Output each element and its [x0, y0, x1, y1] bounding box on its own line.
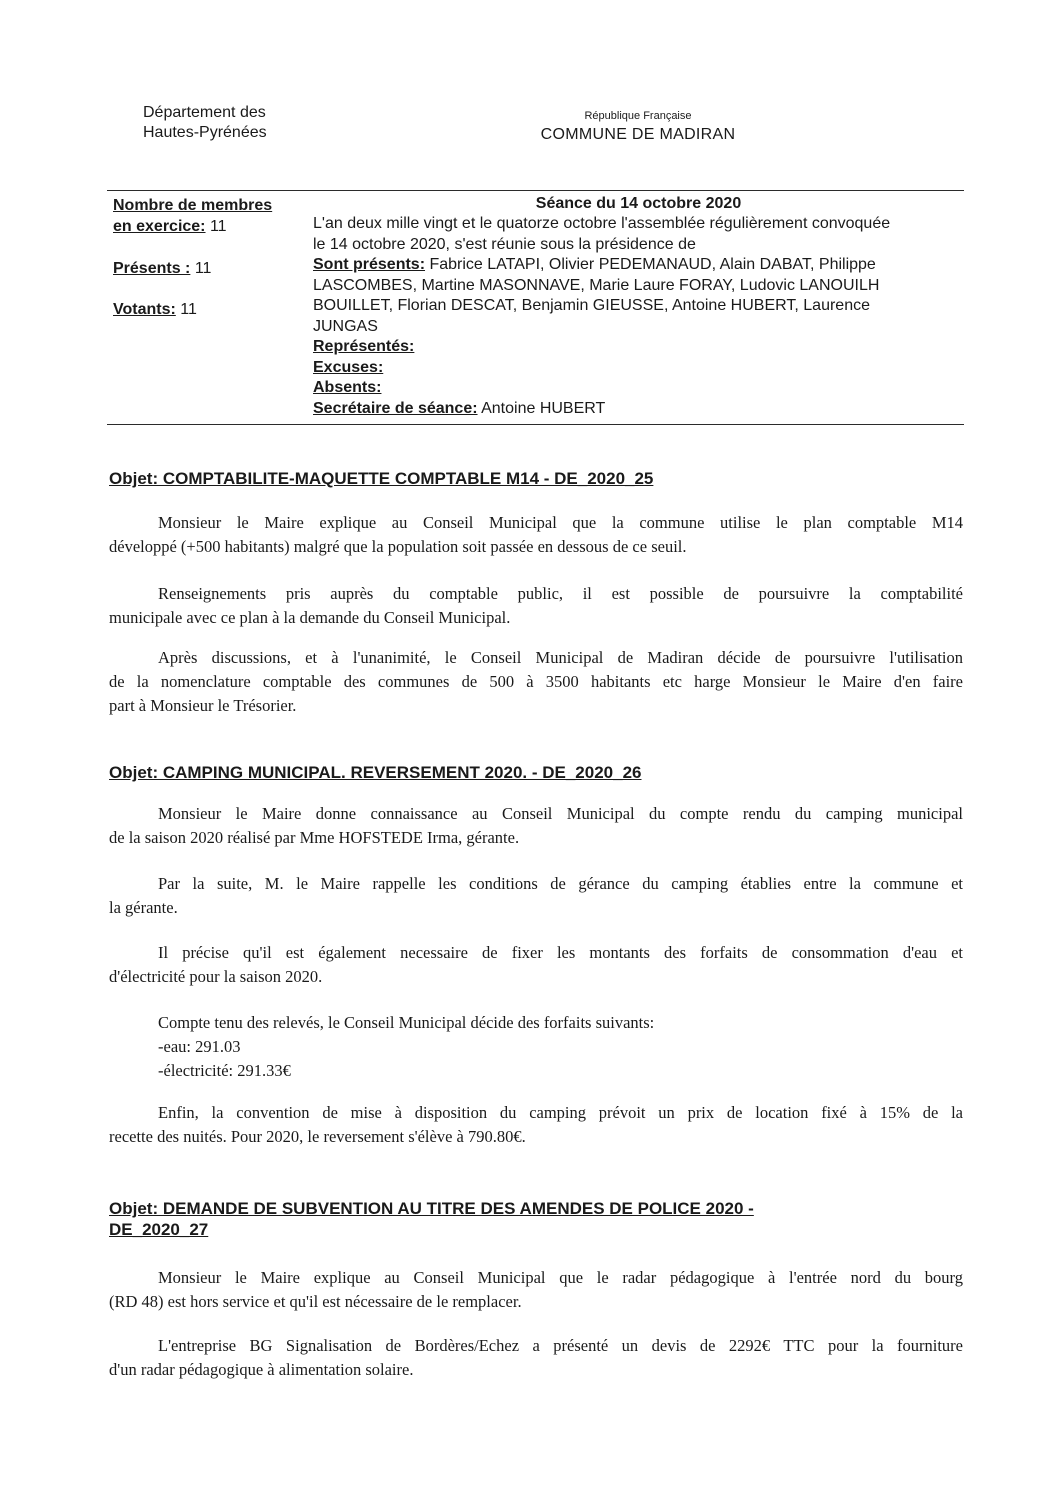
section2-p3-line2: d'électricité pour la saison 2020. — [109, 967, 323, 986]
presents-value: 11 — [190, 260, 212, 277]
intro-line-2: le 14 octobre 2020, s'est réunie sous la présidence de — [313, 235, 696, 253]
section2-paragraph-3 — [109, 941, 963, 989]
section2-p4-line3: -électricité: 291.33€ — [158, 1061, 291, 1080]
members-value: 11 — [205, 218, 227, 235]
section2-p4-line2: -eau: 291.03 — [158, 1037, 241, 1056]
section1-p2-line1: Renseignements pris auprès du comptable public, il est possible de poursuivre la comptabilité — [158, 584, 963, 603]
section2-p2-line2: la gérante. — [109, 898, 178, 917]
section2-p1-line2: de la saison 2020 réalisé par Mme HOFSTEDE Irma, gérante. — [109, 828, 520, 847]
section1-p1-line2: développé (+500 habitants) malgré que la population soit passée en dessous de ce seuil. — [109, 537, 687, 556]
members-label — [113, 195, 272, 237]
section3-paragraph-1 — [109, 1266, 963, 1314]
section2-paragraph-2 — [109, 872, 963, 920]
section3-paragraph-2 — [109, 1334, 963, 1382]
top-rule — [107, 190, 964, 191]
section2-paragraph-1 — [109, 802, 963, 850]
section1-title: Objet: COMPTABILITE-MAQUETTE COMPTABLE M14 - DE_2020_25 — [109, 469, 654, 488]
session-details — [313, 214, 964, 419]
presents-heading: Sont présents: — [313, 256, 426, 273]
section2-p3-line1: Il précise qu'il est également necessaire de fixer les montants des forfaits de consommation d'eau et — [158, 943, 963, 962]
members-label-line1: Nombre de membres — [113, 197, 273, 214]
presents-line-2: LASCOMBES, Martine MASONNAVE, Marie Laure FORAY, Ludovic LANOUILH — [313, 276, 880, 294]
department-line-1: Département des — [143, 104, 266, 121]
commune-name: COMMUNE DE MADIRAN — [540, 126, 736, 143]
section1-p3-line3: part à Monsieur le Trésorier. — [109, 696, 297, 715]
secretary-value: Antoine HUBERT — [477, 399, 606, 417]
seance-title: Séance du 14 octobre 2020 — [535, 195, 742, 212]
section1-p1-line1: Monsieur le Maire explique au Conseil Municipal que la commune utilise le plan comptable M14 — [158, 513, 963, 532]
votants-value: 11 — [175, 301, 197, 318]
commune-header — [533, 110, 743, 145]
section3-p1-line2: (RD 48) est hors service et qu'il est nécessaire de le remplacer. — [109, 1292, 522, 1311]
section2-p2-line1: Par la suite, M. le Maire rappelle les conditions de gérance du camping établies entre la commune et — [158, 874, 963, 893]
section3-title — [109, 1198, 754, 1240]
intro-line-1: L'an deux mille vingt et le quatorze octobre l'assemblée régulièrement convoquée — [313, 215, 891, 232]
section2-forfaits — [158, 1011, 654, 1083]
section1-paragraph-1 — [109, 511, 963, 559]
section2-p5-line2: recette des nuités. Pour 2020, le reversement s'élève à 790.80€. — [109, 1127, 526, 1146]
section3-title-line1: Objet: DEMANDE DE SUBVENTION AU TITRE DES AMENDES DE POLICE 2020 - — [109, 1199, 754, 1218]
represented-label: Représentés: — [313, 338, 415, 355]
excused-label: Excuses: — [313, 358, 384, 376]
presents-label: Présents : — [113, 260, 191, 277]
section1-p2-line2: municipale avec ce plan à la demande du Conseil Municipal. — [109, 608, 511, 627]
bottom-rule — [107, 424, 964, 425]
department-line-2: Hautes-Pyrénées — [143, 124, 267, 141]
secretary-label: Secrétaire de séance: — [313, 399, 478, 417]
section2-p1-line1: Monsieur le Maire donne connaissance au Conseil Municipal du compte rendu du camping municipal — [158, 804, 963, 823]
section2-p4-line1: Compte tenu des relevés, le Conseil Municipal décide des forfaits suivants: — [158, 1013, 655, 1032]
members-label-line2: en exercice: — [113, 218, 206, 235]
votants-label: Votants: — [113, 301, 176, 318]
section3-p1-line1: Monsieur le Maire explique au Conseil Municipal que le radar pédagogique à l'entrée nord du bourg — [158, 1268, 963, 1287]
section3-title-line2: DE_2020_27 — [109, 1220, 209, 1239]
presents-count — [113, 258, 211, 279]
republic-label: République Française — [584, 110, 692, 122]
presents-line-4: JUNGAS — [313, 317, 378, 335]
presents-line-3: BOUILLET, Florian DESCAT, Benjamin GIEUSSE, Antoine HUBERT, Laurence — [313, 297, 870, 314]
department-header — [143, 103, 267, 143]
absent-label: Absents: — [313, 379, 382, 396]
section2-p5-line1: Enfin, la convention de mise à disposition du camping prévoit un prix de location fixé à 15% de la — [158, 1103, 963, 1122]
section1-p3-line1: Après discussions, et à l'unanimité, le Conseil Municipal de Madiran décide de poursuivre l'utilisation — [158, 648, 963, 667]
section2-paragraph-5 — [109, 1101, 963, 1149]
section2-title: Objet: CAMPING MUNICIPAL. REVERSEMENT 2020. - DE_2020_26 — [109, 763, 642, 782]
section1-paragraph-2 — [109, 582, 963, 630]
section3-p2-line2: d'un radar pédagogique à alimentation solaire. — [109, 1360, 414, 1379]
votants-count — [113, 299, 197, 320]
section1-paragraph-3 — [109, 646, 963, 718]
presents-line-1: Fabrice LATAPI, Olivier PEDEMANAUD, Alain DABAT, Philippe — [425, 256, 876, 273]
section3-p2-line1: L'entreprise BG Signalisation de Bordères/Echez a présenté un devis de 2292€ TTC pour la fourniture — [158, 1336, 963, 1355]
section1-p3-line2: de la nomenclature comptable des communes de 500 à 3500 habitants etc harge Monsieur le Maire d'en faire — [109, 672, 963, 691]
